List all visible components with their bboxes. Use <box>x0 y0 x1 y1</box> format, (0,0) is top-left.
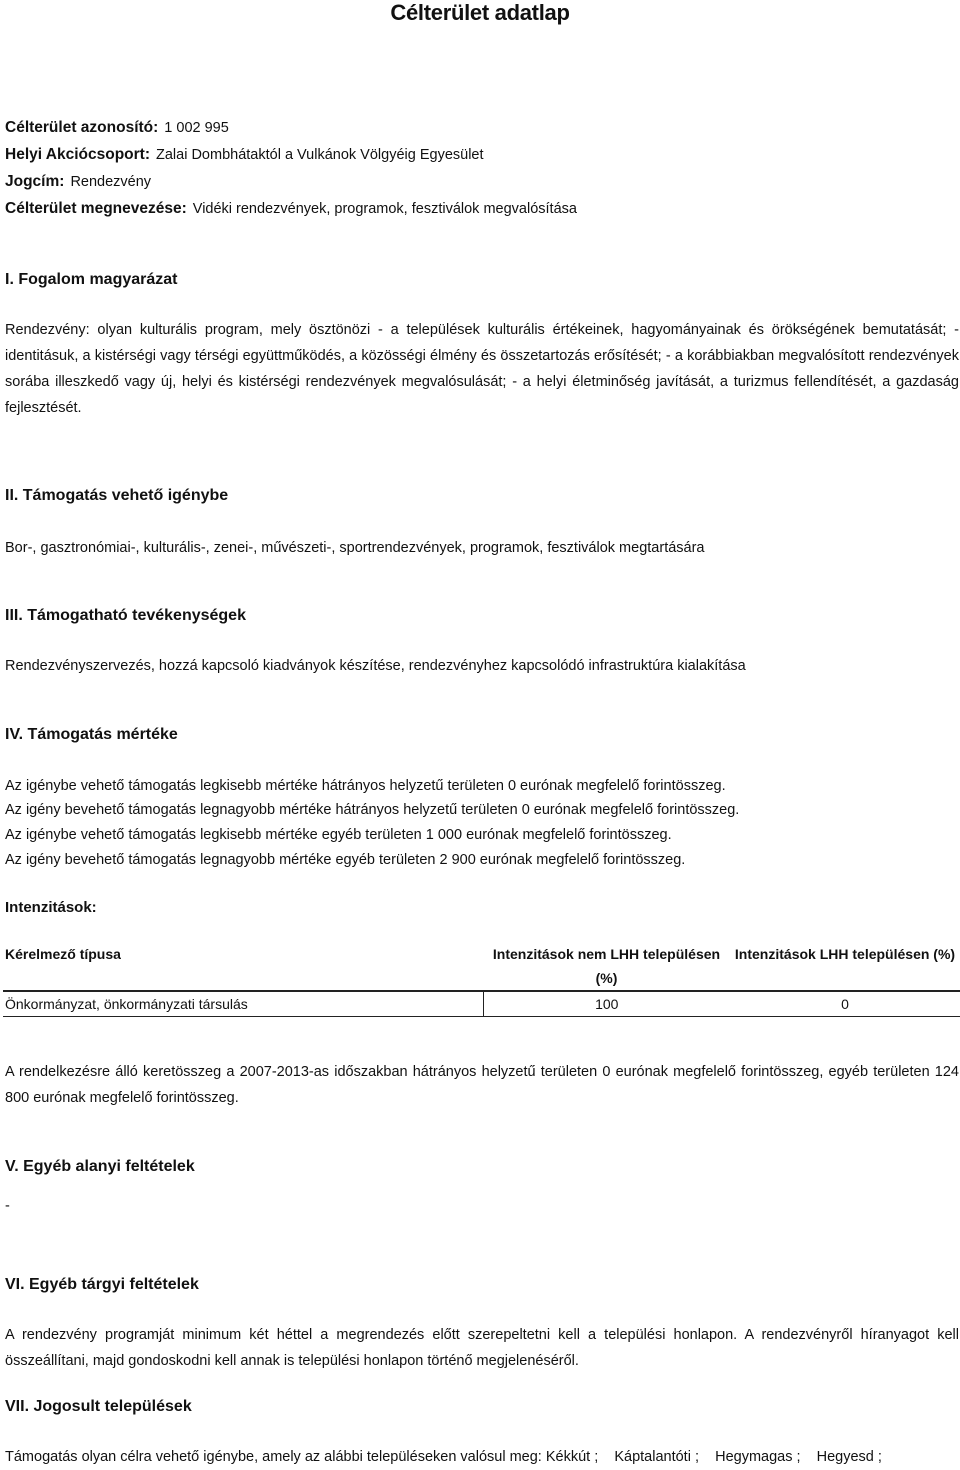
group-row <box>5 146 484 164</box>
group-value: Zalai Dombhátaktól a Vulkánok Völgyéig Egyesület <box>156 147 484 163</box>
section-2-heading: II. Támogatás vehető igénybe <box>5 487 229 504</box>
section-7-heading: VII. Jogosult települések <box>5 1398 192 1415</box>
section-1-heading: I. Fogalom magyarázat <box>5 271 178 288</box>
support-line: Az igény bevehető támogatás legnagyobb mértéke hátrányos helyzetű területen 0 eurónak megfelelő forintösszeg. <box>5 802 740 818</box>
support-line: Az igénybe vehető támogatás legkisebb mértéke egyéb területen 1 000 eurónak megfelelő forintösszeg. <box>5 827 672 843</box>
page-title: Célterület adatlap <box>390 0 570 25</box>
support-line: Az igény bevehető támogatás legnagyobb mértéke egyéb területen 2 900 eurónak megfelelő forintösszeg. <box>5 852 686 868</box>
col-header-applicant: Kérelmező típusa <box>5 946 121 962</box>
section-2-text: Bor-, gasztronómiai-, kulturális-, zenei-, művészeti-, sportrendezvények, programok, fesztiválok megtartására <box>5 540 705 556</box>
id-value: 1 002 995 <box>164 120 229 136</box>
section-7-text: Támogatás olyan célra vehető igénybe, amely az alábbi településeken valósul meg: Kékkút ; Káptalantóti ; Hegymagas ; Hegyesd ; <box>5 1449 882 1465</box>
support-line: Az igénybe vehető támogatás legkisebb mértéke hátrányos helyzetű területen 0 eurónak megfelelő forintösszeg. <box>5 778 726 794</box>
applicant-type-cell: Önkormányzat, önkormányzati társulás <box>3 991 483 1017</box>
id-label: Célterület azonosító: <box>5 119 159 136</box>
name-row <box>5 200 577 218</box>
name-value: Vidéki rendezvények, programok, fesztiválok megvalósítása <box>192 201 577 217</box>
col-header-non-lhh: Intenzitások nem LHH településen (%) <box>492 946 721 986</box>
section-5-heading: V. Egyéb alanyi feltételek <box>5 1158 195 1175</box>
lhh-cell: 0 <box>730 991 960 1017</box>
table-row <box>3 991 960 1017</box>
section-3-heading: III. Támogatható tevékenységek <box>5 607 246 624</box>
table-header-row <box>3 942 960 991</box>
section-4-heading: IV. Támogatás mértéke <box>5 726 178 743</box>
jogcim-row <box>5 173 151 191</box>
group-label: Helyi Akciócsoport: <box>5 146 150 163</box>
intensity-table <box>3 942 960 1017</box>
section-6-heading: VI. Egyéb tárgyi feltételek <box>5 1276 199 1293</box>
jogcim-value: Rendezvény <box>70 174 152 190</box>
col-header-lhh: Intenzitások LHH településen (%) <box>734 946 956 962</box>
section-1-text: Rendezvény: olyan kulturális program, mely ösztönözi - a települések kulturális értékeinek, hagyományainak és örökségének bemutatását; - identitásuk, a kistérségi vagy térségi együttműködés, a közösségi élmény és összetartozás erősítését; - a korábbiakban megvalósított rendezvények sorába illeszkedő vagy új, helyi és kistérségi rendezvények megvalósulását; - a helyi életminőség javítását, a turizmus fellendítését, a gazdaság fejlesztését. <box>5 322 959 416</box>
non-lhh-cell: 100 <box>483 991 730 1017</box>
section-6-text: A rendezvény programját minimum két héttel a megrendezés előtt szerepeltetni kell a települési honlapon. A rendezvényről híranyagot kell összeállítani, majd gondoskodni kell annak is települési honlapon történő megjelenéséről. <box>5 1327 959 1369</box>
section-5-text: - <box>5 1198 10 1214</box>
name-label: Célterület megnevezése: <box>5 200 187 217</box>
section-3-text: Rendezvényszervezés, hozzá kapcsoló kiadványok készítése, rendezvényhez kapcsolódó infrastruktúra kialakítása <box>5 658 746 674</box>
jogcim-label: Jogcím: <box>5 173 65 190</box>
budget-text: A rendelkezésre álló keretösszeg a 2007-2013-as időszakban hátrányos helyzetű területen 0 eurónak megfelelő forintösszeg, egyéb területen 124 800 eurónak megfelelő forintösszeg. <box>5 1064 959 1106</box>
id-row <box>5 119 229 137</box>
intensity-label: Intenzitások: <box>5 899 97 916</box>
